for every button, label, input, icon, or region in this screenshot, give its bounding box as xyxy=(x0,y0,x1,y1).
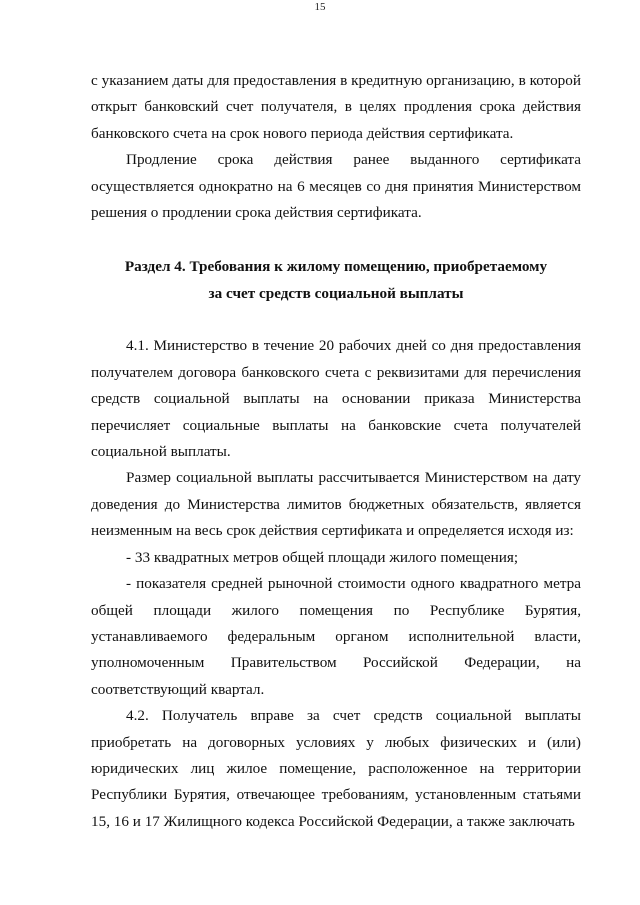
paragraph-continuation: с указанием даты для предоставления в кредитную организацию, в которой открыт банковский счет получателя, в целях продления срока действия банковского счета на срок нового периода действия сертификата. xyxy=(91,72,581,142)
list-item-area: - 33 квадратных метров общей площади жилого помещения; xyxy=(126,548,519,566)
page-number: 15 xyxy=(314,1,326,13)
paragraph-4-2: 4.2. Получатель вправе за счет средств социальной выплаты приобретать на договорных условиях у любых физических и (или) юридических лиц жилое помещение, расположенное на территории Республики Бурятия, отвечающее требованиям, установленным статьями 15, 16 и 17 Жилищного кодекса Российской Федерации, а также заключать xyxy=(91,707,581,830)
paragraph-4-1: 4.1. Министерство в течение 20 рабочих дней со дня предоставления получателем договора банковского счета с реквизитами для перечисления средств социальной выплаты на основании приказа Министерства перечисляет социальные выплаты на банковские счета получателей социальной выплаты. xyxy=(91,337,581,461)
list-item-market-price: - показателя средней рыночной стоимости одного квадратного метра общей площади жилого помещения по Республике Бурятия, устанавливаемого федеральным органом исполнительной власти, уполномоченным Правительством Российской Федерации, на соответствующий квартал. xyxy=(91,575,581,698)
page-content xyxy=(91,68,581,835)
paragraph-payment-size: Размер социальной выплаты рассчитывается Министерством на дату доведения до Министерства лимитов бюджетных обязательств, является неизменным на весь срок действия сертификата и определяется исходя из: xyxy=(91,469,581,540)
paragraph-certificate-extension: Продление срока действия ранее выданного сертификата осуществляется однократно на 6 месяцев со дня принятия Министерством решения о продлении срока действия сертификата. xyxy=(91,151,581,222)
section-title-line-2: за счет средств социальной выплаты xyxy=(208,285,464,303)
section-title-line-1: Раздел 4. Требования к жилому помещению, приобретаемому xyxy=(124,258,548,276)
